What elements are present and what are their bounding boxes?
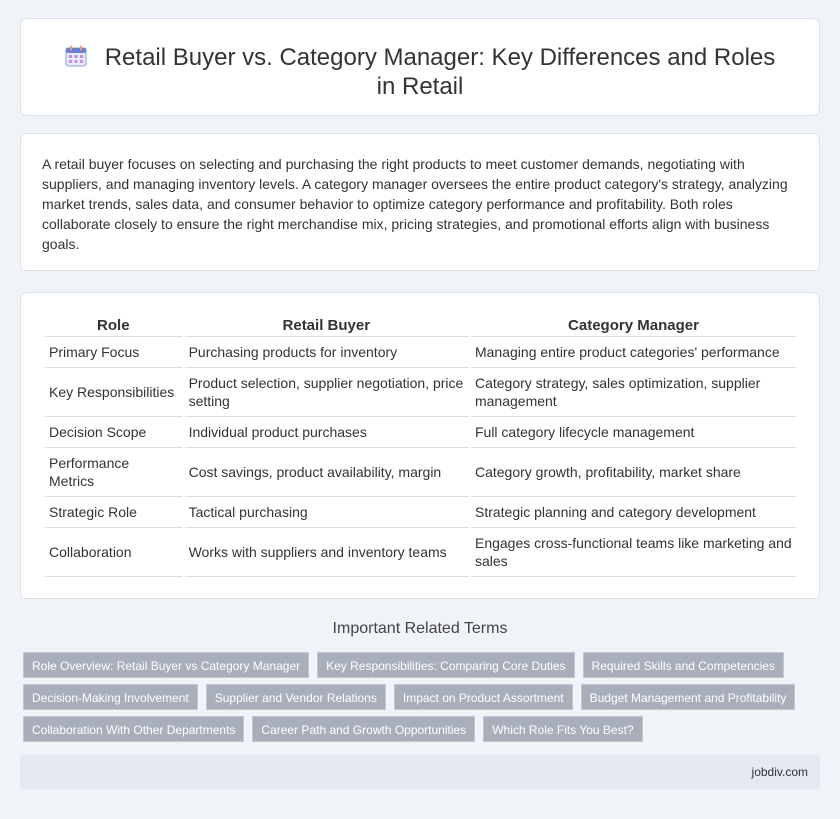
table-header-row xyxy=(45,315,796,337)
retail-buyer-cell: Works with suppliers and inventory teams xyxy=(185,528,468,577)
retail-buyer-cell: Cost savings, product availability, margin xyxy=(185,448,468,497)
row-label: Collaboration xyxy=(45,528,182,577)
row-label: Key Responsibilities xyxy=(45,368,182,417)
category-manager-cell: Category growth, profitability, market share xyxy=(471,448,796,497)
related-term-tag[interactable]: Role Overview: Retail Buyer vs Category Manager xyxy=(23,652,309,678)
related-term-tag[interactable]: Collaboration With Other Departments xyxy=(23,716,244,742)
intro-paragraph: A retail buyer focuses on selecting and purchasing the right products to meet customer demands, negotiating with suppliers, and managing inventory levels. A category manager oversees the entire product category's strategy, analyzing market trends, sales data, and consumer behavior to optimize category performance and profitability. Both roles collaborate closely to ensure the right merchandise mix, pricing strategies, and promotional efforts align with business goals. xyxy=(42,156,788,252)
category-manager-cell: Strategic planning and category development xyxy=(471,497,796,528)
related-terms-title: Important Related Terms xyxy=(332,620,508,637)
title-card xyxy=(20,18,820,116)
table-row xyxy=(45,497,796,528)
related-term-tag[interactable]: Decision-Making Involvement xyxy=(23,684,198,710)
header-retail-buyer: Retail Buyer xyxy=(185,315,468,337)
table-row xyxy=(45,448,796,497)
related-term-tag[interactable]: Career Path and Growth Opportunities xyxy=(252,716,475,742)
footer-site-link[interactable]: jobdiv.com xyxy=(751,765,808,779)
related-term-tag[interactable]: Impact on Product Assortment xyxy=(394,684,573,710)
row-label: Performance Metrics xyxy=(45,448,182,497)
header-role: Role xyxy=(45,315,182,337)
row-label: Strategic Role xyxy=(45,497,182,528)
retail-buyer-cell: Purchasing products for inventory xyxy=(185,337,468,368)
calendar-icon xyxy=(65,45,87,67)
footer xyxy=(20,755,820,789)
table-row xyxy=(45,337,796,368)
row-label: Decision Scope xyxy=(45,417,182,448)
header-category-manager: Category Manager xyxy=(471,315,796,337)
category-manager-cell: Category strategy, sales optimization, supplier management xyxy=(471,368,796,417)
retail-buyer-cell: Tactical purchasing xyxy=(185,497,468,528)
related-terms-list xyxy=(23,652,823,748)
related-term-tag[interactable]: Supplier and Vendor Relations xyxy=(206,684,386,710)
table-row xyxy=(45,368,796,417)
comparison-card xyxy=(20,292,820,599)
category-manager-cell: Managing entire product categories' performance xyxy=(471,337,796,368)
retail-buyer-cell: Individual product purchases xyxy=(185,417,468,448)
page-title-text: Retail Buyer vs. Category Manager: Key Differences and Roles in Retail xyxy=(104,44,776,100)
row-label: Primary Focus xyxy=(45,337,182,368)
page-title xyxy=(61,43,779,101)
retail-buyer-cell: Product selection, supplier negotiation, price setting xyxy=(185,368,468,417)
related-term-tag[interactable]: Required Skills and Competencies xyxy=(583,652,784,678)
category-manager-cell: Full category lifecycle management xyxy=(471,417,796,448)
related-term-tag[interactable]: Which Role Fits You Best? xyxy=(483,716,642,742)
intro-card xyxy=(20,133,820,271)
comparison-table xyxy=(42,315,799,577)
related-term-tag[interactable]: Key Responsibilities: Comparing Core Duties xyxy=(317,652,574,678)
category-manager-cell: Engages cross-functional teams like marketing and sales xyxy=(471,528,796,577)
table-row xyxy=(45,417,796,448)
related-term-tag[interactable]: Budget Management and Profitability xyxy=(581,684,796,710)
table-row xyxy=(45,528,796,577)
